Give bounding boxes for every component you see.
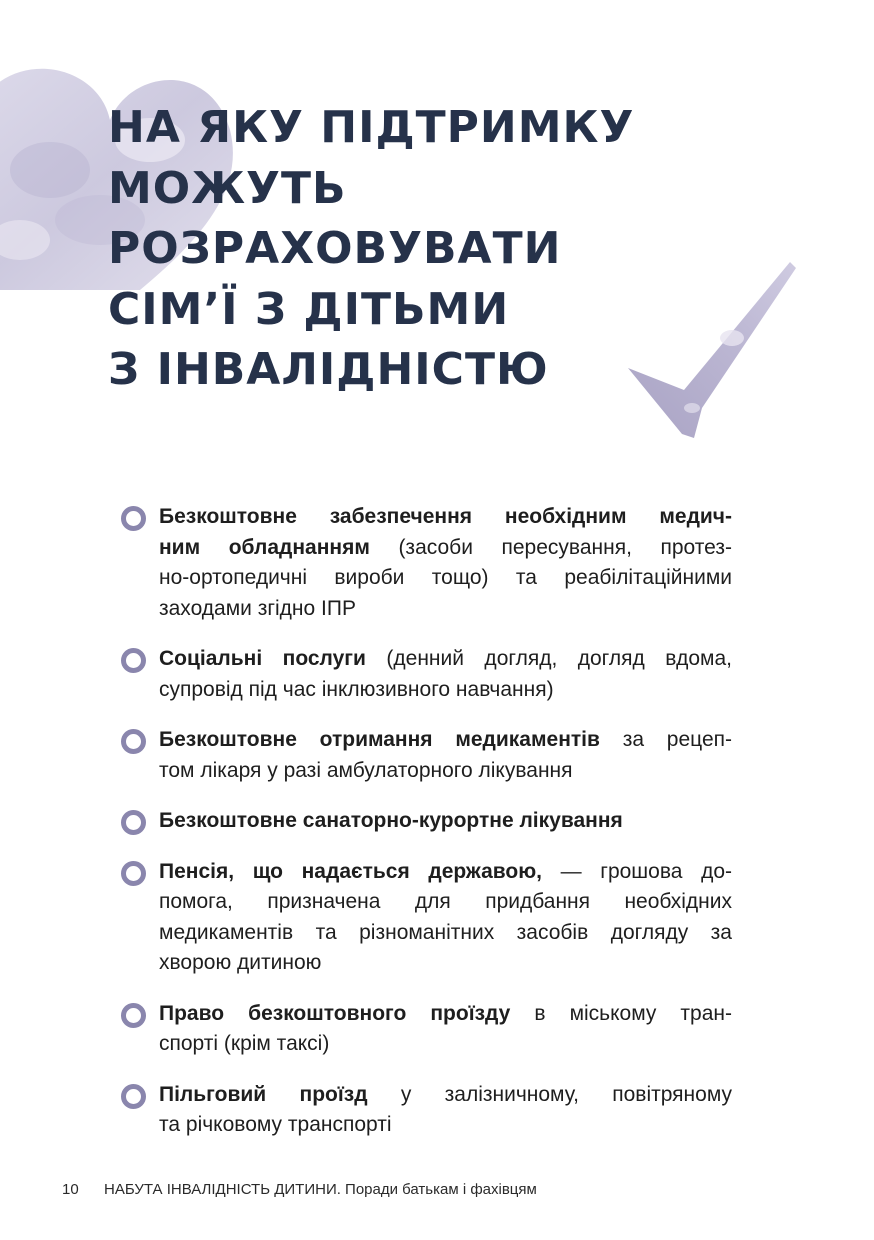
item-line [159,999,732,1030]
item-text: в міському тран- [510,1001,732,1025]
item-line: супровід під час інклюзивного навчання) [159,677,554,701]
book-subtitle: Поради батькам і фахівцям [340,1181,537,1198]
item-line [159,725,732,756]
item-line: заходами згідно ІПР [159,596,356,620]
title-line: НА ЯКУ ПІДТРИМКУ [108,102,635,153]
item-bold: Безкоштовне забезпечення необхідним медич- [159,505,732,528]
item-line [159,533,732,564]
page-number: 10 [62,1181,79,1198]
item-line [159,857,732,888]
title-line: СІМ’Ї З ДІТЬМИ [108,283,510,335]
item-bold: Пільговий проїзд [159,1082,368,1106]
page-title [108,98,634,401]
list-item [120,806,732,837]
item-text: (засоби пересування, протез- [369,535,732,559]
bullet-icon [121,1003,146,1028]
bullet-icon [121,729,146,754]
list-item [120,857,732,979]
item-line: том лікаря у разі амбулаторного лікування [159,758,573,782]
item-line [159,502,732,533]
list-item [120,999,732,1060]
item-text: за рецеп- [599,728,732,751]
item-bold: Безкоштовне отримання медикаментів [159,728,600,751]
bullet-icon [121,810,146,835]
item-text: — грошова до- [541,859,732,883]
bullet-icon [121,861,146,886]
item-line: хворою дитиною [159,951,322,974]
item-line [159,1080,732,1111]
item-line [159,644,732,675]
bullet-icon [121,648,146,673]
bullet-icon [121,506,146,531]
support-list [120,502,732,1161]
checkmark-watercolor-icon [622,258,802,443]
item-bold: ним обладнанням [159,535,370,559]
list-item [120,644,732,705]
item-text: у залізничному, повітряному [367,1082,732,1106]
item-line: та річковому транспорті [159,1113,392,1136]
item-line: но-ортопедичні вироби тощо) та реабілітаційними [159,566,732,589]
bullet-icon [121,1084,146,1109]
list-item [120,1080,732,1141]
item-line: медикаментів та різноманітних засобів догляду за [159,920,732,944]
item-line: помога, призначена для придбання необхідних [159,890,732,913]
title-line: МОЖУТЬ [108,162,347,214]
item-bold: Безкоштовне санаторно-курортне лікування [159,809,623,832]
item-bold: Право безкоштовного проїзду [159,1001,511,1025]
list-item [120,725,732,786]
item-line: спорті (крім таксі) [159,1032,330,1055]
item-text: (денний догляд, догляд вдома, [365,647,732,670]
title-line: З ІНВАЛІДНІСТЮ [108,344,549,395]
item-line [159,806,732,837]
page-footer [62,1181,537,1198]
item-bold: Соціальні послуги [159,647,366,670]
item-bold: Пенсія, що надається державою, [159,859,542,883]
list-item [120,502,732,624]
title-line: РОЗРАХОВУВАТИ [108,223,562,274]
book-title: НАБУТА ІНВАЛІДНІСТЬ ДИТИНИ. [104,1181,341,1198]
